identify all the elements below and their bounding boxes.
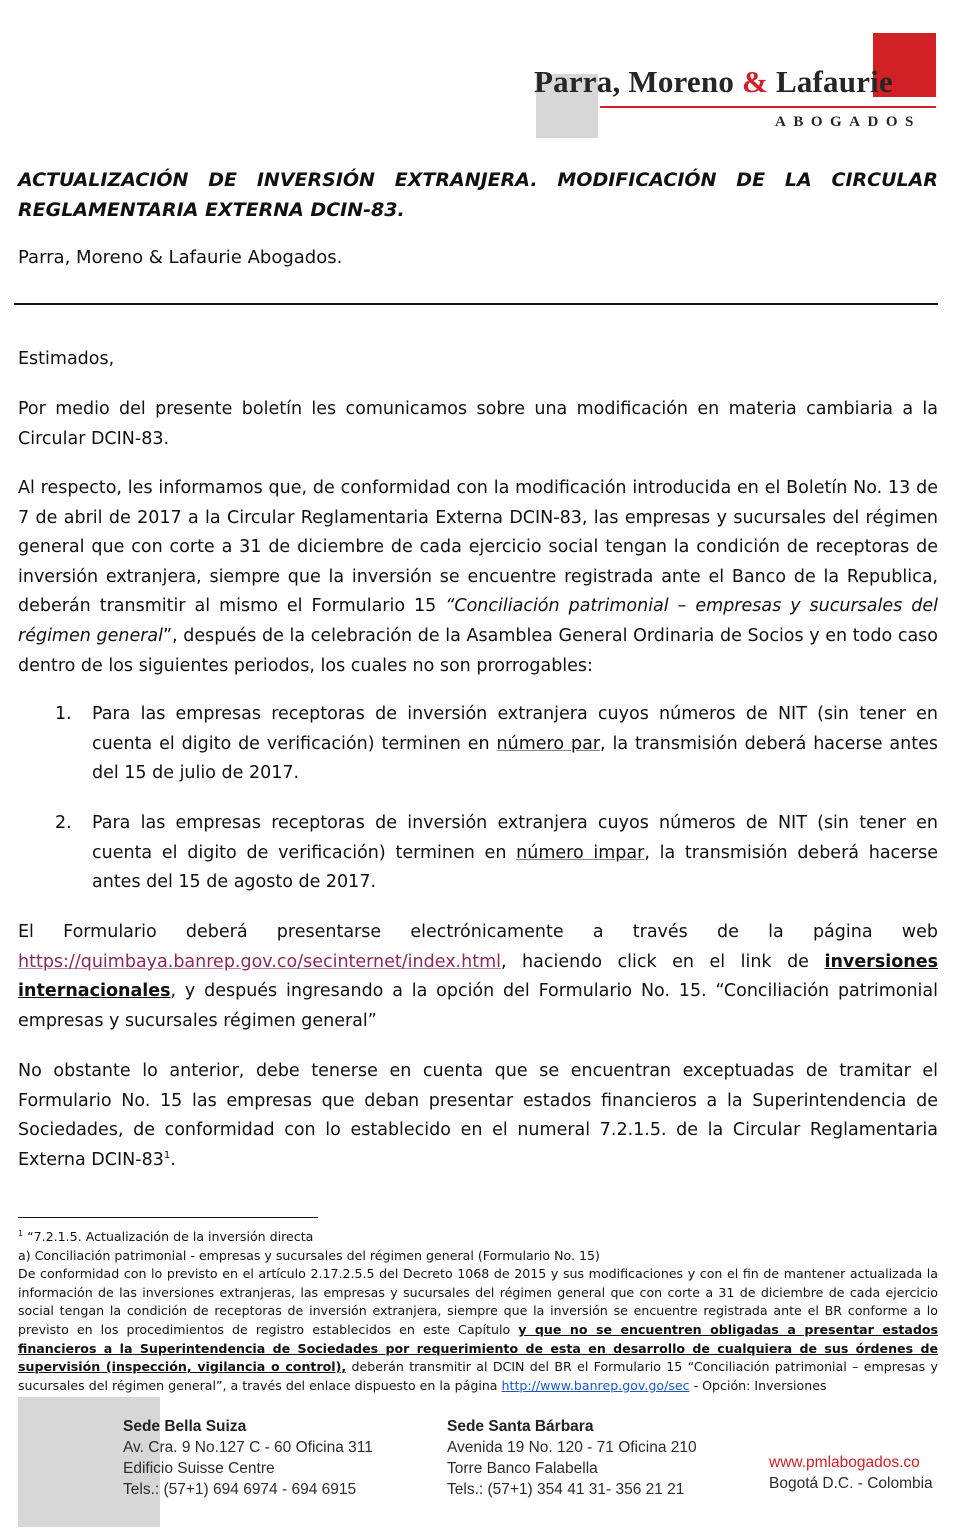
list-item-text: Para las empresas receptoras de inversión extranjera cuyos números de NIT (sin tener en cuenta el digito de verificación) terminen en: [92, 704, 938, 754]
logo-subtitle: ABOGADOS: [775, 114, 921, 130]
paragraph-submission: [18, 918, 938, 1036]
footnote-heading: [18, 1228, 938, 1247]
footnote-number: 1: [18, 1228, 24, 1238]
exception-text-end: .: [170, 1149, 176, 1170]
footer-contact: [769, 1452, 933, 1494]
footnote-body-text-3: - Opción: Inversiones: [689, 1377, 827, 1393]
paragraph-details-text: Al respecto, les informamos que, de conformidad con la modificación introducida en el Boletín No. 13 de 7 de abril de 2017 a la Circular Reglamentaria Externa DCIN-83, las empresas y sucursales del régimen general que con corte a 31 de diciembre de cada ejercicio social tengan la condición de receptoras de inversión extranjera, siempre que la inversión se encuentre registrada ante el Banco de la Republica, deberán transmitir al mismo el Formulario 15: [18, 478, 938, 617]
office-santa-barbara: [447, 1416, 697, 1500]
office-building: Edificio Suisse Centre: [123, 1460, 275, 1477]
logo-name-part2: Lafaurie: [768, 64, 893, 99]
footnote-subheading: a) Conciliación patrimonial - empresas y sucursales del régimen general (Formulario No. 15): [18, 1247, 600, 1263]
list-item: [55, 809, 938, 898]
logo-firm-name: [534, 64, 893, 100]
banrep-link[interactable]: http://www.banrep.gov.go/sec: [501, 1377, 690, 1393]
footnote: [18, 1228, 938, 1395]
office-phones: Tels.: (57+1) 694 6974 - 694 6915: [123, 1481, 357, 1498]
form-name-italic: “Conciliación patrimonial – empresas y sucursales del régimen general: [18, 596, 938, 646]
submission-text-mid: , haciendo click en el link de: [500, 951, 825, 972]
list-number: 1.: [55, 704, 72, 724]
office-name: Sede Santa Bárbara: [447, 1418, 594, 1435]
office-address: Av. Cra. 9 No.127 C - 60 Oficina 311: [123, 1439, 373, 1456]
footer-city: Bogotá D.C. - Colombia: [769, 1475, 933, 1492]
submission-text: El Formulario deberá presentarse electrónicamente a través de la página web: [18, 922, 938, 942]
firm-logo: [520, 20, 980, 150]
title-divider: [14, 303, 938, 305]
website-link[interactable]: www.pmlabogados.co: [769, 1454, 920, 1471]
document-author: Parra, Moreno & Lafaurie Abogados.: [18, 247, 343, 268]
title-line-2: REGLAMENTARIA EXTERNA DCIN-83.: [18, 199, 405, 221]
footnote-body-text-2: deberán transmitir al DCIN del BR el Formulario 15 “Conciliación patrimonial – empresas y sucursales del régimen general”, a través del enlace dispuesto en la página: [18, 1359, 939, 1393]
footnote-reference[interactable]: 1: [163, 1149, 171, 1161]
footnote-body-text: De conformidad con lo previsto en el artículo 2.17.2.5.5 del Decreto 1068 de 2015 y sus modificaciones y con el fin de mantener actualizada la información de las inversiones extranjeras, las empresas y sucursales del régimen general que con corte a 31 de diciembre de cada ejercicio social tengan la condición de receptoras de inversión extranjera, siempre que la inversión se encuentre registrada ante el BR conforme a lo previsto en los procedimientos de registro establecidos en este Capítulo: [18, 1266, 938, 1337]
logo-red-rule: [600, 106, 936, 108]
document-title: [18, 165, 938, 225]
title-line-1: ACTUALIZACIÓN DE INVERSIÓN EXTRANJERA. MODIFICACIÓN DE LA CIRCULAR: [18, 169, 938, 191]
greeting: Estimados,: [18, 349, 115, 369]
inversiones-internacionales-link[interactable]: inversiones internacionales: [18, 951, 938, 1002]
footnote-separator: [18, 1217, 318, 1218]
paragraph-details: [18, 474, 938, 681]
office-building: Torre Banco Falabella: [447, 1460, 598, 1477]
footnote-body: [18, 1265, 938, 1395]
list-item-text-end: , la transmisión deberá hacerse antes del 15 de julio de 2017.: [92, 733, 938, 784]
paragraph-exception: [18, 1057, 938, 1175]
office-bella-suiza: [123, 1416, 373, 1500]
submission-text-end: , y después ingresando a la opción del Formulario No. 15. “Conciliación patrimonial empresas y sucursales régimen general”: [18, 981, 938, 1031]
quimbaya-link[interactable]: https://quimbaya.banrep.gov.co/secinternet/index.html: [18, 951, 501, 972]
list-item: [55, 700, 938, 789]
underlined-term: número par: [496, 733, 601, 754]
underlined-term: número impar: [516, 842, 645, 863]
list-item-text-end: , la transmisión deberá hacerse antes del 15 de agosto de 2017.: [92, 842, 939, 893]
office-name: Sede Bella Suiza: [123, 1418, 247, 1435]
footnote-bold-underlined: y que no se encuentren obligadas a presentar estados financieros a la Superintendencia de Sociedades por requerimiento de esta en desarrollo de cualquiera de sus órdenes de supervisión (inspección, vigilancia o control),: [18, 1321, 939, 1375]
paragraph-details-text-end: ”, después de la celebración de la Asamblea General Ordinaria de Socios y en todo caso dentro de los siguientes periodos, los cuales no son prorrogables:: [18, 625, 938, 676]
paragraph-intro: Por medio del presente boletín les comunicamos sobre una modificación en materia cambiaria a la Circular DCIN-83.: [18, 399, 938, 449]
list-number: 2.: [55, 813, 72, 833]
logo-name-part1: Parra, Moreno: [534, 64, 742, 99]
exception-text: No obstante lo anterior, debe tenerse en cuenta que se encuentran exceptuadas de tramitar el Formulario No. 15 las empresas que deban presentar estados financieros a la Superintendencia de Sociedades, de conformidad con lo establecido en el numeral 7.2.1.5. de la Circular Reglamentaria Externa DCIN-83: [18, 1061, 938, 1170]
footnote-line-1: “7.2.1.5. Actualización de la inversión directa: [27, 1229, 314, 1244]
list-item-text: Para las empresas receptoras de inversión extranjera cuyos números de NIT (sin tener en cuenta el digito de verificación) terminen en: [92, 813, 938, 863]
office-phones: Tels.: (57+1) 354 41 31- 356 21 21: [447, 1481, 685, 1498]
logo-ampersand: &: [741, 64, 768, 99]
office-address: Avenida 19 No. 120 - 71 Oficina 210: [447, 1439, 697, 1456]
